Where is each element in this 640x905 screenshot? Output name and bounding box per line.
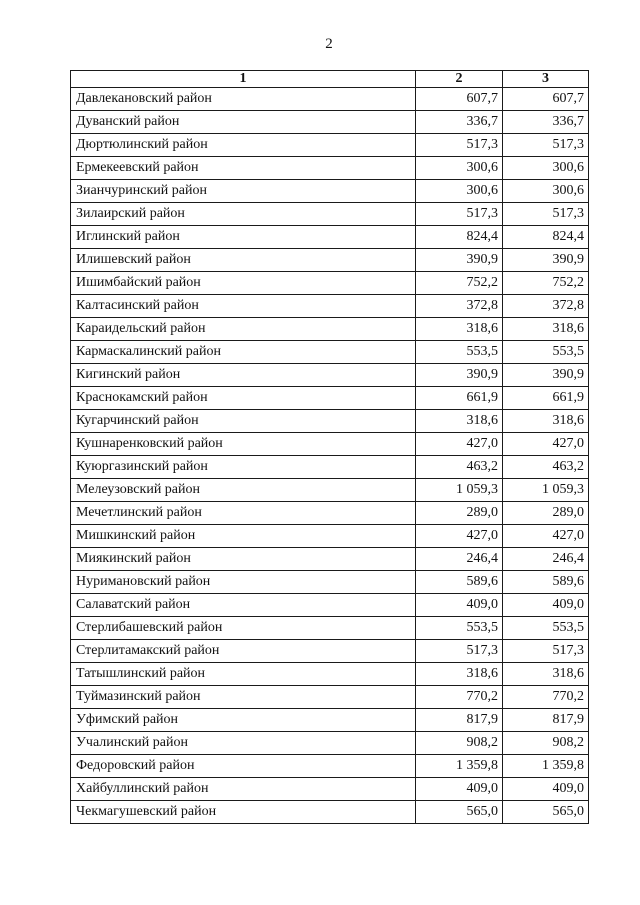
value-cell-col3: 1 359,8	[503, 755, 589, 778]
table-row	[71, 686, 589, 709]
value-cell-col2: 607,7	[416, 88, 503, 111]
table-row	[71, 663, 589, 686]
district-name-cell: Ермекеевский район	[71, 157, 416, 180]
value-cell-col2: 553,5	[416, 341, 503, 364]
district-name-cell: Татышлинский район	[71, 663, 416, 686]
table-row	[71, 88, 589, 111]
value-cell-col3: 409,0	[503, 594, 589, 617]
district-name-cell: Уфимский район	[71, 709, 416, 732]
value-cell-col3: 661,9	[503, 387, 589, 410]
district-name-cell: Мишкинский район	[71, 525, 416, 548]
value-cell-col2: 300,6	[416, 157, 503, 180]
value-cell-col3: 517,3	[503, 134, 589, 157]
value-cell-col2: 318,6	[416, 318, 503, 341]
table-row	[71, 594, 589, 617]
value-cell-col2: 246,4	[416, 548, 503, 571]
district-name-cell: Федоровский район	[71, 755, 416, 778]
table-row	[71, 387, 589, 410]
value-cell-col3: 427,0	[503, 525, 589, 548]
column-header-3: 3	[503, 71, 589, 88]
value-cell-col3: 607,7	[503, 88, 589, 111]
table-row	[71, 548, 589, 571]
district-name-cell: Салаватский район	[71, 594, 416, 617]
value-cell-col3: 372,8	[503, 295, 589, 318]
table-row	[71, 502, 589, 525]
district-name-cell: Стерлитамакский район	[71, 640, 416, 663]
district-name-cell: Дуванский район	[71, 111, 416, 134]
table-row	[71, 433, 589, 456]
value-cell-col2: 336,7	[416, 111, 503, 134]
value-cell-col3: 318,6	[503, 663, 589, 686]
value-cell-col3: 565,0	[503, 801, 589, 824]
table-row	[71, 709, 589, 732]
value-cell-col3: 289,0	[503, 502, 589, 525]
value-cell-col3: 336,7	[503, 111, 589, 134]
value-cell-col3: 409,0	[503, 778, 589, 801]
value-cell-col2: 517,3	[416, 203, 503, 226]
table-row	[71, 295, 589, 318]
table-row	[71, 732, 589, 755]
value-cell-col2: 318,6	[416, 663, 503, 686]
table-row	[71, 111, 589, 134]
value-cell-col2: 565,0	[416, 801, 503, 824]
district-name-cell: Зианчуринский район	[71, 180, 416, 203]
table-row	[71, 640, 589, 663]
district-table	[70, 70, 589, 824]
value-cell-col3: 553,5	[503, 341, 589, 364]
value-cell-col2: 300,6	[416, 180, 503, 203]
value-cell-col3: 824,4	[503, 226, 589, 249]
district-name-cell: Стерлибашевский район	[71, 617, 416, 640]
value-cell-col2: 817,9	[416, 709, 503, 732]
value-cell-col3: 463,2	[503, 456, 589, 479]
district-name-cell: Кигинский район	[71, 364, 416, 387]
value-cell-col3: 517,3	[503, 640, 589, 663]
value-cell-col3: 517,3	[503, 203, 589, 226]
value-cell-col3: 300,6	[503, 157, 589, 180]
table-row	[71, 272, 589, 295]
value-cell-col2: 661,9	[416, 387, 503, 410]
value-cell-col2: 318,6	[416, 410, 503, 433]
value-cell-col3: 390,9	[503, 364, 589, 387]
district-name-cell: Мечетлинский район	[71, 502, 416, 525]
value-cell-col3: 908,2	[503, 732, 589, 755]
value-cell-col2: 390,9	[416, 364, 503, 387]
value-cell-col2: 463,2	[416, 456, 503, 479]
value-cell-col2: 427,0	[416, 433, 503, 456]
table-row	[71, 801, 589, 824]
value-cell-col2: 1 359,8	[416, 755, 503, 778]
table-row	[71, 571, 589, 594]
value-cell-col3: 318,6	[503, 410, 589, 433]
table-row	[71, 456, 589, 479]
value-cell-col2: 553,5	[416, 617, 503, 640]
value-cell-col3: 770,2	[503, 686, 589, 709]
district-name-cell: Илишевский район	[71, 249, 416, 272]
value-cell-col3: 1 059,3	[503, 479, 589, 502]
value-cell-col2: 427,0	[416, 525, 503, 548]
district-name-cell: Кугарчинский район	[71, 410, 416, 433]
value-cell-col3: 318,6	[503, 318, 589, 341]
value-cell-col3: 300,6	[503, 180, 589, 203]
district-name-cell: Чекмагушевский район	[71, 801, 416, 824]
value-cell-col2: 409,0	[416, 594, 503, 617]
district-name-cell: Туймазинский район	[71, 686, 416, 709]
district-name-cell: Краснокамский район	[71, 387, 416, 410]
column-header-2: 2	[416, 71, 503, 88]
district-name-cell: Нуримановский район	[71, 571, 416, 594]
table-row	[71, 479, 589, 502]
value-cell-col3: 246,4	[503, 548, 589, 571]
district-name-cell: Куюргазинский район	[71, 456, 416, 479]
district-name-cell: Иглинский район	[71, 226, 416, 249]
table-row	[71, 617, 589, 640]
value-cell-col3: 817,9	[503, 709, 589, 732]
table-header-row	[71, 71, 589, 88]
table-row	[71, 157, 589, 180]
table-row	[71, 778, 589, 801]
table-row	[71, 226, 589, 249]
value-cell-col2: 372,8	[416, 295, 503, 318]
column-header-1: 1	[71, 71, 416, 88]
table-row	[71, 341, 589, 364]
value-cell-col2: 824,4	[416, 226, 503, 249]
district-name-cell: Миякинский район	[71, 548, 416, 571]
table-row	[71, 755, 589, 778]
table-row	[71, 318, 589, 341]
table-row	[71, 525, 589, 548]
value-cell-col2: 517,3	[416, 640, 503, 663]
table-row	[71, 203, 589, 226]
table-row	[71, 134, 589, 157]
value-cell-col2: 589,6	[416, 571, 503, 594]
table-row	[71, 249, 589, 272]
value-cell-col3: 553,5	[503, 617, 589, 640]
district-name-cell: Зилаирский район	[71, 203, 416, 226]
value-cell-col2: 289,0	[416, 502, 503, 525]
district-name-cell: Хайбуллинский район	[71, 778, 416, 801]
district-name-cell: Калтасинский район	[71, 295, 416, 318]
table-row	[71, 180, 589, 203]
value-cell-col2: 409,0	[416, 778, 503, 801]
district-name-cell: Караидельский район	[71, 318, 416, 341]
value-cell-col2: 1 059,3	[416, 479, 503, 502]
district-name-cell: Ишимбайский район	[71, 272, 416, 295]
value-cell-col3: 752,2	[503, 272, 589, 295]
district-name-cell: Давлекановский район	[71, 88, 416, 111]
district-name-cell: Дюртюлинский район	[71, 134, 416, 157]
page-number: 2	[325, 36, 333, 52]
district-name-cell: Мелеузовский район	[71, 479, 416, 502]
district-name-cell: Кармаскалинский район	[71, 341, 416, 364]
value-cell-col2: 752,2	[416, 272, 503, 295]
value-cell-col2: 517,3	[416, 134, 503, 157]
table-row	[71, 364, 589, 387]
value-cell-col3: 390,9	[503, 249, 589, 272]
value-cell-col3: 589,6	[503, 571, 589, 594]
value-cell-col3: 427,0	[503, 433, 589, 456]
value-cell-col2: 908,2	[416, 732, 503, 755]
value-cell-col2: 390,9	[416, 249, 503, 272]
value-cell-col2: 770,2	[416, 686, 503, 709]
district-name-cell: Учалинский район	[71, 732, 416, 755]
table-row	[71, 410, 589, 433]
district-name-cell: Кушнаренковский район	[71, 433, 416, 456]
table-body	[71, 88, 589, 824]
